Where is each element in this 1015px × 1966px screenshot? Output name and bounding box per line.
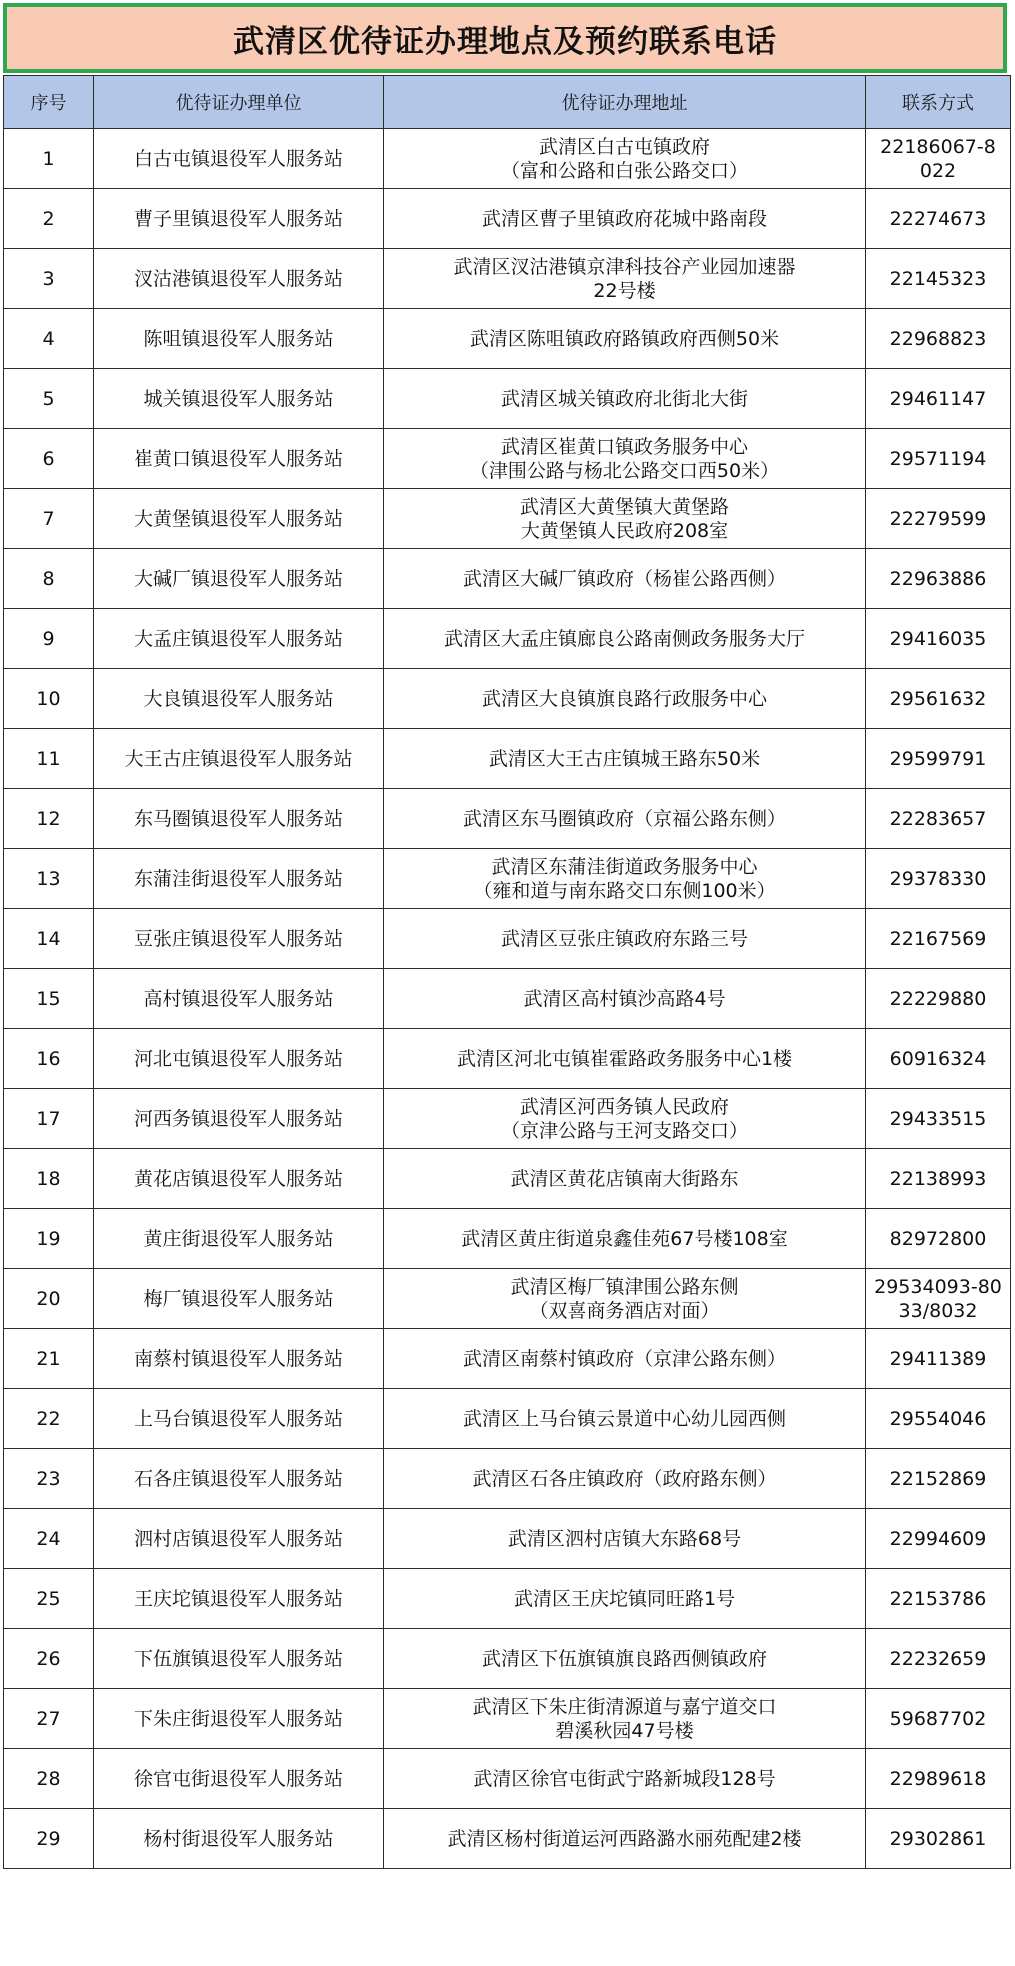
contact-phone <box>866 429 1011 489</box>
office-name: 下伍旗镇退役军人服务站 <box>94 1629 384 1689</box>
office-address <box>384 789 866 849</box>
phone-line: 22968823 <box>889 327 987 350</box>
contact-phone <box>866 1149 1011 1209</box>
contact-phone <box>866 1209 1011 1269</box>
contact-phone <box>866 1329 1011 1389</box>
row-number: 25 <box>4 1569 94 1629</box>
contact-phone <box>866 969 1011 1029</box>
address-line: 武清区崔黄口镇政务服务中心 <box>500 435 748 458</box>
address-line: 武清区大王古庄镇城王路东50米 <box>488 747 761 770</box>
office-name: 杨村街退役军人服务站 <box>94 1809 384 1869</box>
office-address <box>384 849 866 909</box>
office-address <box>384 489 866 549</box>
office-name: 大王古庄镇退役军人服务站 <box>94 729 384 789</box>
phone-line: 29534093-80 <box>874 1275 1002 1298</box>
address-line: （富和公路和白张公路交口） <box>500 159 748 182</box>
row-number: 3 <box>4 249 94 309</box>
phone-line: 22229880 <box>889 987 987 1010</box>
office-address <box>384 669 866 729</box>
office-address <box>384 369 866 429</box>
office-name: 南蔡村镇退役军人服务站 <box>94 1329 384 1389</box>
office-address <box>384 129 866 189</box>
office-address <box>384 189 866 249</box>
office-name: 王庆坨镇退役军人服务站 <box>94 1569 384 1629</box>
table-row <box>4 1509 1011 1569</box>
address-line: 武清区上马台镇云景道中心幼儿园西侧 <box>462 1407 786 1430</box>
address-line: 武清区白古屯镇政府 <box>538 135 710 158</box>
header-phone: 联系方式 <box>866 76 1011 129</box>
address-line: 武清区下朱庄街清源道与嘉宁道交口 <box>472 1695 777 1718</box>
table-body <box>4 129 1011 1869</box>
address-line: 大黄堡镇人民政府208室 <box>520 519 729 542</box>
office-address <box>384 1569 866 1629</box>
header-row <box>4 76 1011 129</box>
office-name: 黄花店镇退役军人服务站 <box>94 1149 384 1209</box>
phone-line: 59687702 <box>889 1707 987 1730</box>
office-name: 豆张庄镇退役军人服务站 <box>94 909 384 969</box>
table-row <box>4 1689 1011 1749</box>
address-line: 武清区王庆坨镇同旺路1号 <box>513 1587 736 1610</box>
office-address <box>384 969 866 1029</box>
office-address <box>384 609 866 669</box>
table-row <box>4 429 1011 489</box>
phone-line: 29433515 <box>889 1107 987 1130</box>
contact-phone <box>866 909 1011 969</box>
contact-phone <box>866 1269 1011 1329</box>
table-row <box>4 609 1011 669</box>
phone-line: 29554046 <box>889 1407 987 1430</box>
phone-line: 22186067-8 <box>880 135 996 158</box>
office-name: 徐官屯街退役军人服务站 <box>94 1749 384 1809</box>
address-line: 碧溪秋园47号楼 <box>555 1719 694 1742</box>
office-name: 河北屯镇退役军人服务站 <box>94 1029 384 1089</box>
row-number: 16 <box>4 1029 94 1089</box>
office-address <box>384 1269 866 1329</box>
contact-phone <box>866 609 1011 669</box>
phone-line: 29416035 <box>889 627 987 650</box>
table-row <box>4 1029 1011 1089</box>
contact-phone <box>866 129 1011 189</box>
phone-line: 29461147 <box>889 387 987 410</box>
office-address <box>384 249 866 309</box>
address-line: （津围公路与杨北公路交口西50米） <box>469 459 780 482</box>
office-table <box>3 75 1011 1869</box>
office-name: 东马圈镇退役军人服务站 <box>94 789 384 849</box>
table-row <box>4 249 1011 309</box>
office-name: 上马台镇退役军人服务站 <box>94 1389 384 1449</box>
contact-phone <box>866 1089 1011 1149</box>
address-line: 武清区杨村街道运河西路潞水丽苑配建2楼 <box>447 1827 802 1850</box>
row-number: 20 <box>4 1269 94 1329</box>
office-address <box>384 1509 866 1569</box>
contact-phone <box>866 669 1011 729</box>
row-number: 21 <box>4 1329 94 1389</box>
row-number: 13 <box>4 849 94 909</box>
office-name: 梅厂镇退役军人服务站 <box>94 1269 384 1329</box>
phone-line: 22994609 <box>889 1527 987 1550</box>
office-name: 陈咀镇退役军人服务站 <box>94 309 384 369</box>
office-name: 大黄堡镇退役军人服务站 <box>94 489 384 549</box>
address-line: （京津公路与王河支路交口） <box>500 1119 748 1142</box>
contact-phone <box>866 849 1011 909</box>
contact-phone <box>866 729 1011 789</box>
contact-phone <box>866 249 1011 309</box>
row-number: 11 <box>4 729 94 789</box>
table-row <box>4 1329 1011 1389</box>
contact-phone <box>866 1809 1011 1869</box>
office-name: 城关镇退役军人服务站 <box>94 369 384 429</box>
table-row <box>4 969 1011 1029</box>
row-number: 8 <box>4 549 94 609</box>
address-line: 武清区河北屯镇崔霍路政务服务中心1楼 <box>456 1047 793 1070</box>
phone-line: 82972800 <box>889 1227 987 1250</box>
office-address <box>384 1629 866 1689</box>
table-row <box>4 189 1011 249</box>
address-line: （双喜商务酒店对面） <box>529 1299 720 1322</box>
header-unit: 优待证办理单位 <box>94 76 384 129</box>
row-number: 18 <box>4 1149 94 1209</box>
table-row <box>4 1269 1011 1329</box>
row-number: 15 <box>4 969 94 1029</box>
address-line: 武清区梅厂镇津围公路东侧 <box>510 1275 739 1298</box>
phone-line: 22989618 <box>889 1767 987 1790</box>
address-line: 武清区高村镇沙高路4号 <box>523 987 726 1010</box>
office-address <box>384 1029 866 1089</box>
contact-phone <box>866 489 1011 549</box>
table-row <box>4 849 1011 909</box>
contact-phone <box>866 1389 1011 1449</box>
phone-line: 29599791 <box>889 747 987 770</box>
header-address: 优待证办理地址 <box>384 76 866 129</box>
address-line: 武清区下伍旗镇旗良路西侧镇政府 <box>481 1647 767 1670</box>
office-name: 大良镇退役军人服务站 <box>94 669 384 729</box>
phone-line: 33/8032 <box>898 1299 978 1322</box>
office-name: 石各庄镇退役军人服务站 <box>94 1449 384 1509</box>
office-address <box>384 309 866 369</box>
contact-phone <box>866 789 1011 849</box>
row-number: 7 <box>4 489 94 549</box>
row-number: 1 <box>4 129 94 189</box>
office-name: 白古屯镇退役军人服务站 <box>94 129 384 189</box>
office-name: 河西务镇退役军人服务站 <box>94 1089 384 1149</box>
table-row <box>4 129 1011 189</box>
table-row <box>4 1149 1011 1209</box>
row-number: 28 <box>4 1749 94 1809</box>
office-name: 大孟庄镇退役军人服务站 <box>94 609 384 669</box>
office-address <box>384 1209 866 1269</box>
table-row <box>4 669 1011 729</box>
table-row <box>4 1569 1011 1629</box>
header-no: 序号 <box>4 76 94 129</box>
page-title: 武清区优待证办理地点及预约联系电话 <box>233 23 777 60</box>
office-name: 大碱厂镇退役军人服务站 <box>94 549 384 609</box>
phone-line: 60916324 <box>889 1047 987 1070</box>
office-name: 下朱庄街退役军人服务站 <box>94 1689 384 1749</box>
address-line: 武清区黄庄街道泉鑫佳苑67号楼108室 <box>461 1227 788 1250</box>
office-address <box>384 1389 866 1449</box>
row-number: 9 <box>4 609 94 669</box>
office-name: 曹子里镇退役军人服务站 <box>94 189 384 249</box>
title-bar <box>3 3 1007 73</box>
address-line: 武清区曹子里镇政府花城中路南段 <box>481 207 767 230</box>
phone-line: 22279599 <box>889 507 987 530</box>
address-line: 武清区徐官屯街武宁路新城段128号 <box>473 1767 776 1790</box>
address-line: 武清区南蔡村镇政府（京津公路东侧） <box>462 1347 786 1370</box>
address-line: 武清区大孟庄镇廊良公路南侧政务服务大厅 <box>443 627 805 650</box>
office-address <box>384 429 866 489</box>
phone-line: 22963886 <box>889 567 987 590</box>
office-name: 东蒲洼街退役军人服务站 <box>94 849 384 909</box>
address-line: 武清区大良镇旗良路行政服务中心 <box>481 687 767 710</box>
phone-line: 29561632 <box>889 687 987 710</box>
row-number: 24 <box>4 1509 94 1569</box>
row-number: 22 <box>4 1389 94 1449</box>
row-number: 5 <box>4 369 94 429</box>
contact-phone <box>866 1449 1011 1509</box>
table-row <box>4 1629 1011 1689</box>
office-name: 高村镇退役军人服务站 <box>94 969 384 1029</box>
row-number: 27 <box>4 1689 94 1749</box>
address-line: 武清区东蒲洼街道政务服务中心 <box>491 855 758 878</box>
row-number: 26 <box>4 1629 94 1689</box>
office-name: 泗村店镇退役军人服务站 <box>94 1509 384 1569</box>
office-name: 汊沽港镇退役军人服务站 <box>94 249 384 309</box>
row-number: 19 <box>4 1209 94 1269</box>
table-row <box>4 1749 1011 1809</box>
contact-phone <box>866 1569 1011 1629</box>
address-line: 武清区黄花店镇南大街路东 <box>510 1167 739 1190</box>
table-row <box>4 369 1011 429</box>
office-address <box>384 1689 866 1749</box>
phone-line: 22145323 <box>889 267 987 290</box>
row-number: 29 <box>4 1809 94 1869</box>
contact-phone <box>866 1689 1011 1749</box>
phone-line: 22167569 <box>889 927 987 950</box>
office-address <box>384 549 866 609</box>
phone-line: 29571194 <box>889 447 987 470</box>
table-row <box>4 729 1011 789</box>
table-row <box>4 549 1011 609</box>
row-number: 23 <box>4 1449 94 1509</box>
address-line: 武清区豆张庄镇政府东路三号 <box>500 927 748 950</box>
contact-phone <box>866 369 1011 429</box>
table-row <box>4 309 1011 369</box>
address-line: 武清区城关镇政府北街北大街 <box>500 387 748 410</box>
office-address <box>384 1329 866 1389</box>
row-number: 12 <box>4 789 94 849</box>
office-address <box>384 1149 866 1209</box>
address-line: 22号楼 <box>593 279 656 302</box>
office-name: 黄庄街退役军人服务站 <box>94 1209 384 1269</box>
row-number: 17 <box>4 1089 94 1149</box>
office-address <box>384 909 866 969</box>
table-row <box>4 489 1011 549</box>
address-line: 武清区大碱厂镇政府（杨崔公路西侧） <box>462 567 786 590</box>
phone-line: 022 <box>919 159 957 182</box>
phone-line: 22138993 <box>889 1167 987 1190</box>
address-line: 武清区泗村店镇大东路68号 <box>507 1527 742 1550</box>
phone-line: 22274673 <box>889 207 987 230</box>
phone-line: 22283657 <box>889 807 987 830</box>
address-line: （雍和道与南东路交口东侧100米） <box>473 879 776 902</box>
table-header <box>4 76 1011 129</box>
office-address <box>384 729 866 789</box>
address-line: 武清区河西务镇人民政府 <box>519 1095 729 1118</box>
office-address <box>384 1809 866 1869</box>
table-row <box>4 909 1011 969</box>
address-line: 武清区石各庄镇政府（政府路东侧） <box>472 1467 777 1490</box>
phone-line: 29411389 <box>889 1347 987 1370</box>
phone-line: 29302861 <box>889 1827 987 1850</box>
table-row <box>4 1809 1011 1869</box>
address-line: 武清区陈咀镇政府路镇政府西侧50米 <box>469 327 780 350</box>
contact-phone <box>866 1029 1011 1089</box>
row-number: 4 <box>4 309 94 369</box>
contact-phone <box>866 189 1011 249</box>
row-number: 10 <box>4 669 94 729</box>
table-row <box>4 1389 1011 1449</box>
row-number: 2 <box>4 189 94 249</box>
address-line: 武清区大黄堡镇大黄堡路 <box>519 495 729 518</box>
office-address <box>384 1449 866 1509</box>
office-name: 崔黄口镇退役军人服务站 <box>94 429 384 489</box>
contact-phone <box>866 549 1011 609</box>
phone-line: 22232659 <box>889 1647 987 1670</box>
row-number: 14 <box>4 909 94 969</box>
phone-line: 22153786 <box>889 1587 987 1610</box>
table-row <box>4 1449 1011 1509</box>
address-line: 武清区汊沽港镇京津科技谷产业园加速器 <box>453 255 796 278</box>
office-address <box>384 1089 866 1149</box>
contact-phone <box>866 1749 1011 1809</box>
phone-line: 22152869 <box>889 1467 987 1490</box>
table-row <box>4 789 1011 849</box>
office-address <box>384 1749 866 1809</box>
contact-phone <box>866 1629 1011 1689</box>
contact-phone <box>866 309 1011 369</box>
row-number: 6 <box>4 429 94 489</box>
table-row <box>4 1089 1011 1149</box>
table-row <box>4 1209 1011 1269</box>
contact-phone <box>866 1509 1011 1569</box>
address-line: 武清区东马圈镇政府（京福公路东侧） <box>462 807 786 830</box>
phone-line: 29378330 <box>889 867 987 890</box>
